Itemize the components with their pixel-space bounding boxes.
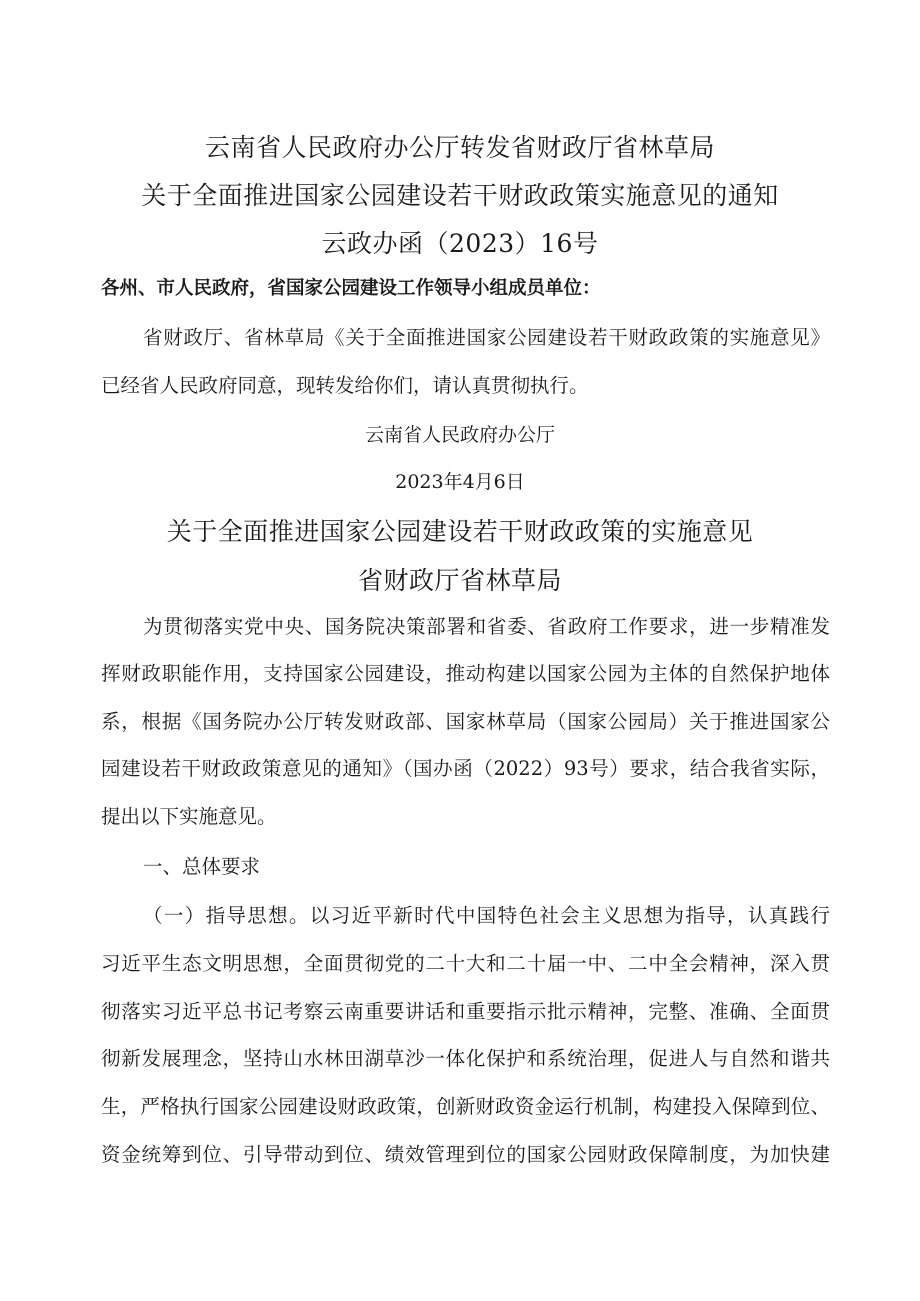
paragraph-line: 彻新发展理念，坚持山水林田湖草沙一体化保护和系统治理，促进人与自然和谐共	[101, 1047, 830, 1070]
paragraph-line: 彻落实习近平总书记考察云南重要讲话和重要指示批示精神，完整、准确、全面贯	[101, 1000, 830, 1023]
notice-body-line: 省财政厅、省林草局《关于全面推进国家公园建设若干财政政策的实施意见》	[143, 326, 830, 349]
paragraph-line: 资金统筹到位、引导带动到位、绩效管理到位的国家公园财政保障制度，为加快建	[101, 1143, 830, 1166]
opinion-title: 关于全面推进国家公园建设若干财政政策的实施意见	[166, 517, 754, 546]
paragraph-line: （一）指导思想。以习近平新时代中国特色社会主义思想为指导，认真践行	[143, 904, 830, 927]
notice-title-line-2: 关于全面推进国家公园建设若干财政政策实施意见的通知	[141, 181, 779, 210]
paragraph-line: 系，根据《国务院办公厅转发财政部、国家林草局（国家公园局）关于推进国家公	[101, 710, 830, 733]
paragraph-line: 挥财政职能作用，支持国家公园建设，推动构建以国家公园为主体的自然保护地体	[101, 662, 830, 685]
paragraph-line: 生，严格执行国家公园建设财政政策，创新财政资金运行机制，构建投入保障到位、	[101, 1095, 830, 1118]
addressee: 各州、市人民政府，省国家公园建设工作领导小组成员单位：	[101, 278, 601, 299]
section-heading: 一、总体要求	[143, 855, 261, 878]
notice-body-line: 已经省人民政府同意，现转发给你们，请认真贯彻执行。	[101, 374, 589, 397]
paragraph-line: 提出以下实施意见。	[101, 805, 277, 828]
paragraph-line: 为贯彻落实党中央、国务院决策部署和省委、省政府工作要求，进一步精准发	[143, 615, 830, 638]
notice-title-line-1: 云南省人民政府办公厅转发省财政厅省林草局	[204, 133, 715, 162]
paragraph-line: 园建设若干财政政策意见的通知》（国办函（2022）93号）要求，结合我省实际，	[101, 757, 830, 780]
issuer: 云南省人民政府办公厅	[364, 424, 555, 446]
issue-date: 2023年4月6日	[395, 471, 525, 493]
paragraph-line: 习近平生态文明思想，全面贯彻党的二十大和二十届一中、二中全会精神，深入贯	[101, 952, 830, 975]
document-number: 云政办函（2023）16号	[321, 229, 599, 258]
opinion-author: 省财政厅省林草局	[357, 566, 562, 595]
